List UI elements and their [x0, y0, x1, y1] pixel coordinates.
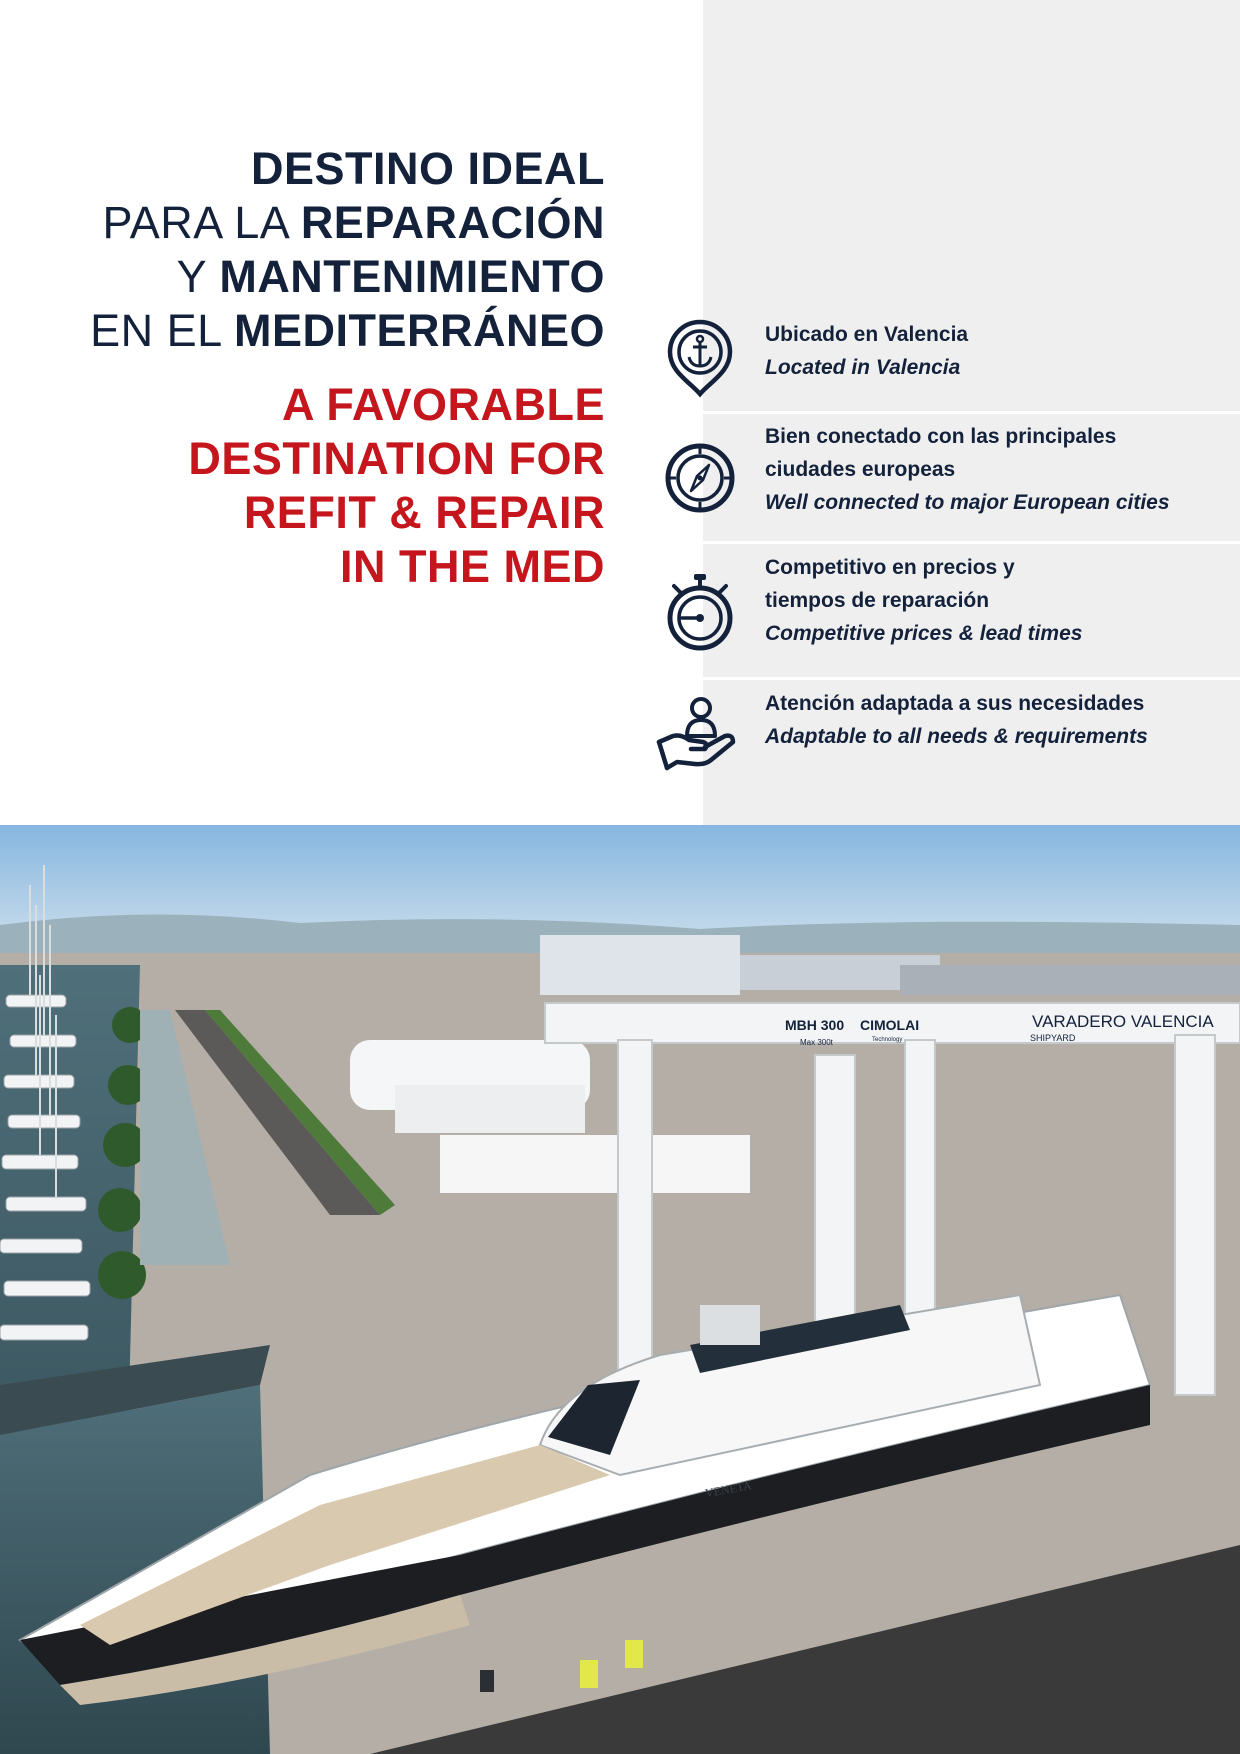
feature-divider — [660, 541, 1240, 544]
crane-brand-sub-label: Technology — [872, 1037, 903, 1043]
feature-location-en: Located in Valencia — [765, 356, 961, 379]
feature-connectivity-es-1: Bien conectado con las principales — [765, 425, 1117, 448]
yacht-name-label: VENETA — [703, 1478, 753, 1501]
feature-pricing-es-2: tiempos de reparación — [765, 589, 990, 612]
feature-service-es: Atención adaptada a sus necesidades — [765, 692, 1145, 715]
headline-line-2: PARA LA REPARACIÓN — [102, 197, 605, 248]
crane-model-label: MBH 300 — [785, 1017, 845, 1033]
headline-line-1: DESTINO IDEAL — [250, 143, 605, 194]
feature-location-es: Ubicado en Valencia — [765, 323, 969, 346]
feature-divider — [660, 677, 1240, 680]
shipyard-sub-label: SHIPYARD — [1030, 1033, 1076, 1043]
headline-spanish — [60, 142, 605, 358]
headline-line-4: EN EL MEDITERRÁNEO — [90, 305, 605, 356]
crane-sub-label: Max 300t — [800, 1038, 833, 1047]
crane-brand-label: CIMOLAI — [860, 1017, 920, 1033]
sub-headline-line-1: A FAVORABLE — [281, 379, 605, 430]
feature-location — [660, 300, 1240, 400]
feature-pricing-es-1: Competitivo en precios y — [765, 556, 1015, 579]
anchor-pin-icon — [660, 316, 740, 396]
hand-person-icon — [655, 692, 735, 772]
feature-pricing — [660, 546, 1240, 674]
feature-pricing-en: Competitive prices & lead times — [765, 622, 1083, 645]
shipyard-name-label: VARADERO VALENCIA — [1032, 1012, 1214, 1031]
feature-connectivity-es-2: ciudades europeas — [765, 458, 956, 481]
sub-headline-line-2: DESTINATION FOR — [188, 433, 605, 484]
headline-line-3: Y MANTENIMIENTO — [176, 251, 605, 302]
feature-connectivity — [660, 414, 1240, 539]
feature-service-en: Adaptable to all needs & requirements — [765, 725, 1148, 748]
compass-icon — [660, 438, 740, 518]
headline-english — [60, 378, 605, 594]
sub-headline-line-4: IN THE MED — [339, 541, 605, 592]
sub-headline-line-3: REFIT & REPAIR — [243, 487, 605, 538]
stopwatch-icon — [660, 570, 740, 650]
shipyard-photo — [0, 825, 1240, 1754]
feature-service — [660, 682, 1240, 792]
feature-connectivity-en: Well connected to major European cities — [765, 491, 1170, 514]
